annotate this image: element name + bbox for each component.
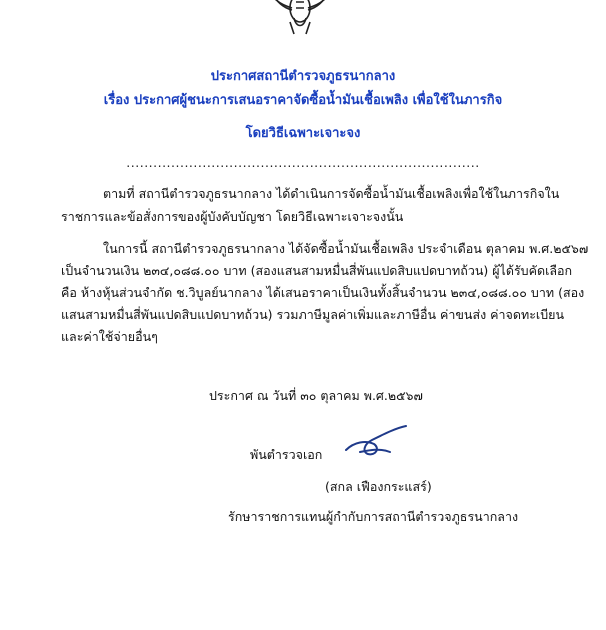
procurement-method: โดยวิธีเฉพาะเจาะจง (245, 126, 361, 141)
paragraph-1-line-2: ราชการและข้อสั่งการของผู้บังคับบัญชา โดยวิธีเฉพาะเจาะจงนั้น (61, 209, 404, 224)
document-title: ประกาศสถานีตำรวจภูธรนากลาง (210, 69, 396, 84)
paragraph-2-line-4: แสนสามหมื่นสี่พันแปดสิบแปดบาทถ้วน) รวมภาษีมูลค่าเพิ่มและภาษีอื่น ค่าขนส่ง ค่าจดทะเบียน (61, 307, 565, 322)
paragraph-2-line-2: เป็นจำนวนเงิน ๒๓๔,๐๘๘.๐๐ บาท (สองแสนสามหมื่นสี่พันแปดสิบแปดบาทถ้วน) ผู้ได้รับคัดเลือก (61, 263, 573, 278)
paragraph-2-line-1: ในการนี้ สถานีตำรวจภูธรนากลาง ได้จัดซื้อน้ำมันเชื้อเพลิง ประจำเดือน ตุลาคม พ.ศ.๒๕๖๗ (103, 241, 589, 256)
paragraph-2-line-5: และค่าใช้จ่ายอื่นๆ (61, 329, 158, 344)
document-subject: เรื่อง ประกาศผู้ชนะการเสนอราคาจัดซื้อน้ำมันเชื้อเพลิง เพื่อใช้ในภารกิจ (103, 93, 503, 108)
paragraph-2-line-3: คือ ห้างหุ้นส่วนจำกัด ช.วิบูลย์นากลาง ได้เสนอราคาเป็นเงินทั้งสิ้นจำนวน ๒๓๔,๐๘๘.๐๐ บาท (สอง (61, 285, 585, 300)
signature-icon (340, 422, 410, 462)
paragraph-1-line-1: ตามที่ สถานีตำรวจภูธรนากลาง ได้ดำเนินการจัดซื้อน้ำมันเชื้อเพลิงเพื่อใช้ในภารกิจใน (103, 186, 560, 201)
signer-position: รักษาราชการแทนผู้กำกับการสถานีตำรวจภูธรนากลาง (228, 509, 519, 524)
announcement-date: ประกาศ ณ วันที่ ๓๐ ตุลาคม พ.ศ.๒๕๖๗ (209, 388, 423, 403)
garuda-emblem-icon (268, 0, 332, 38)
signer-name: (สกล เฟืองกระแสร์) (325, 479, 432, 494)
signer-rank: พันตำรวจเอก (250, 447, 323, 462)
separator-line: ............................................................................... (126, 155, 480, 170)
